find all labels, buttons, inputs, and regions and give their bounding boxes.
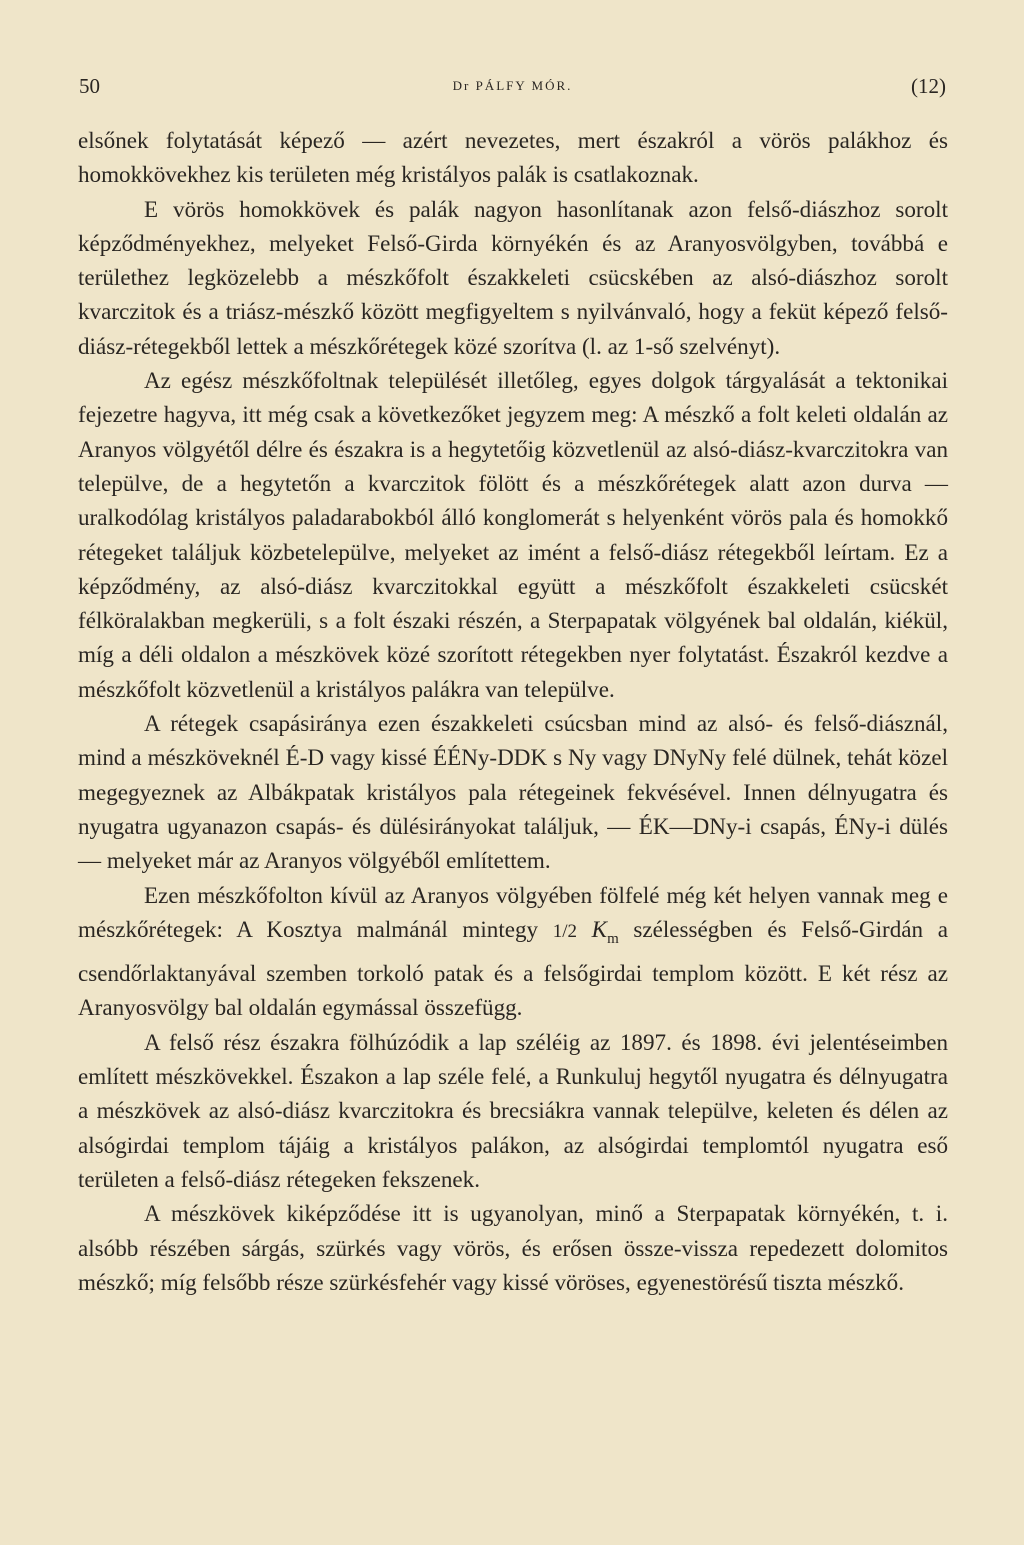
running-header bbox=[79, 74, 946, 102]
paragraph-text: szélességben és Felső-Girdán a csendőrlaktanyával szemben torkoló patak és a felsőgirdai templom között. E két rész az Aranyosvölgy bal oldalán egymással összefügg. bbox=[78, 915, 948, 1021]
paragraph-text: Ezen mészkőfolton kívül az Aranyos völgyében fölfelé még két helyen vannak meg e mészkőrétegek: A Kosztya malmánál mintegy bbox=[78, 881, 948, 942]
paragraph: A rétegek csapásiránya ezen északkeleti csúcsban mind az alsó- és felső-diásznál, mind a mészköveknél É-D vagy kissé ÉÉNy-DDK s Ny vagy DNyNy felé dülnek, tehát közel megegyeznek az Albákpatak kristályos pala rétegeinek fekvésével. Innen délnyugatra és nyugatra ugyanazon csapás- és dülésirányokat találjuk, — ÉK—DNy-i csapás, ÉNy-i dülés — melyeket már az Aranyos völgyéből említettem. bbox=[78, 710, 948, 874]
section-number: (12) bbox=[911, 74, 946, 98]
unit-subscript: m bbox=[607, 930, 619, 947]
page-number: 50 bbox=[79, 74, 100, 98]
running-title: Dr PÁLFY MÓR. bbox=[452, 78, 573, 93]
unit-main: K bbox=[591, 915, 608, 942]
paragraph: E vörös homokkövek és palák nagyon hasonlítanak azon felső-diászhoz sorolt képződményekhez, melyeket Felső-Girda környékén és az Aranyosvölgyben, továbbá e területhez legközelebb a mészkőfolt északkeleti csücskében az alsó-diászhoz sorolt kvarczitok és a triász-mészkő között megfigyeltem s nyilvánvaló, hogy a feküt képező felső-diász-rétegekből lettek a mészkőrétegek közé szorítva (l. az 1-ső szelvényt). bbox=[78, 195, 948, 359]
paragraph: elsőnek folytatását képező — azért nevezetes, mert északról a vörös palákhoz és homokkövekhez kis területen még kristályos palák is csatlakoznak. bbox=[78, 127, 948, 188]
body-text bbox=[78, 123, 948, 1299]
paragraph bbox=[78, 878, 948, 1025]
fraction: 1/2 bbox=[552, 920, 578, 942]
paragraph: A mészkövek kiképződése itt is ugyanolyan, minő a Sterpapatak környékén, t. i. alsóbb részében sárgás, szürkés vagy vörös, és erősen össze-vissza repedezett dolomitos mészkő; míg felsőbb része szürkésfehér vagy kissé vöröses, egyenestörésű tiszta mészkő. bbox=[78, 1200, 948, 1295]
paragraph: A felső rész északra fölhúzódik a lap széléig az 1897. és 1898. évi jelentéseimben említett mészkövekkel. Északon a lap széle felé, a Runkuluj hegytől nyugatra és délnyugatra a mészkövek az alsó-diász kvarczitokra és brecsiákra vannak települve, keleten és délen az alsógirdai templom tájáig a kristályos palákon, az alsógirdai templomtól nyugatra eső területen a felső-diász rétegeken fekszenek. bbox=[78, 1028, 948, 1192]
paragraph: Az egész mészkőfoltnak települését illetőleg, egyes dolgok tárgyalását a tektonikai fejezetre hagyva, itt még csak a következőket jegyzem meg: A mészkő a folt keleti oldalán az Aranyos völgyétől délre és északra is a hegytetőig közvetlenül az alsó-diász-kvarczitokra van települve, de a hegytetőn a kvarczitok fölött és a mészkőrétegek alatt azon durva — uralkodólag kristályos paladarabokból álló konglomerát s helyenként vörös pala és homokkő rétegeket találjuk közbetelepülve, melyeket az imént a felső-diász rétegekből leírtam. Ez a képződmény, az alsó-diász kvarczitokkal együtt a mészkőfolt északkeleti csücskét félköralakban megkerüli, s a folt északi részén, a Sterpapatak völgyének bal oldalán, kiékül, míg a déli oldalon a mészkövek közé szorított rétegekben nyer folytatást. Északról kezdve a mészkőfolt közvetlenül a kristályos palákra van települve. bbox=[78, 367, 948, 702]
unit bbox=[591, 915, 619, 947]
